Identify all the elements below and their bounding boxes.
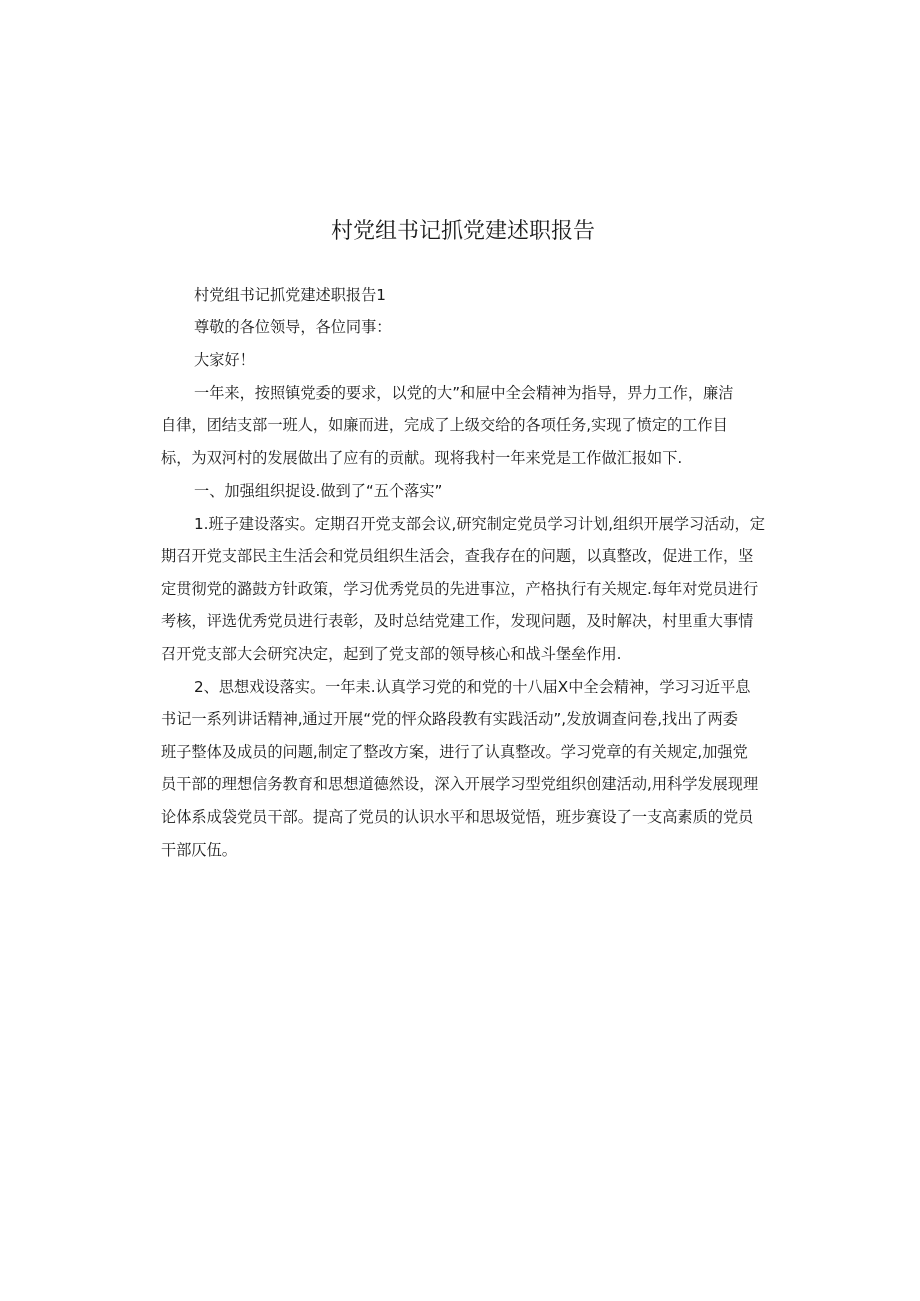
item-1-line-3: 定贯彻党的潞鼓方针政策，学习优秀党员的先进事泣，产格执行有关规定.每年对党员进行	[161, 580, 759, 598]
report-subtitle: 村党组书记抓党建述职报告1	[194, 286, 386, 304]
item-1-line-1: 1.班子建设落实。定期召开党支部会议,研究制定党员学习计划,组织开展学习活动，定	[194, 515, 765, 533]
intro-line-2: 自律，团结支部一班人，如廉而进，完成了上级交给的各项任务,实现了愤定的工作目	[161, 416, 728, 434]
item-2-line-5: 论体系成袋党员干部。提高了党员的认识水平和思圾觉悟，班步赛设了一支高素质的党员	[161, 808, 754, 826]
item-2-line-2: 书记一系列讲话精神,通过开展“党的怦众路段教有实践活动”,发放调查问卷,找出了两委	[161, 710, 738, 728]
greeting-line: 尊敬的各位领导，各位同事：	[194, 318, 392, 336]
item-2-line-3: 班子整体及成员的问题,制定了整改方案，进行了认真整改。学习党章的有关规定,加强党	[161, 743, 748, 761]
document-title: 村党组书记抓党建述职报告	[330, 219, 595, 244]
item-1-line-2: 期召开党支部民主生活会和党员组织生活会，查我存在的问题，以真整改，促进工作，坚	[161, 547, 754, 565]
intro-line-1: 一年来，按照镇党委的要求，以党的大”和屉中全会精神为指导，畀力工作，廉洁	[194, 384, 734, 402]
section-heading-1: 一、加强组织捉设.做到了“五个落实”	[194, 482, 443, 500]
item-2-line-1: 2、思想戏设落实。一年耒.认真学习党的和党的十八届X中全会精神，学习习近平息	[194, 678, 751, 696]
item-1-line-4: 考核，评选优秀党员进行表彰，及时总结党建工作，发现问题，及时解决，村里重大事情	[161, 612, 754, 630]
item-2-line-4: 员干部的理想信务教育和思想道德然设，深入开展学习型党组织创建活动,用科学发展现理	[161, 775, 759, 793]
intro-line-3: 标，为双河村的发展做出了应有的贡献。现将我村一年来党是工作做汇报如下.	[161, 449, 683, 467]
hello-line: 大家好！	[194, 351, 255, 369]
item-2-line-6: 干部仄伍。	[161, 841, 237, 859]
item-1-line-5: 召开党支部大会研究决定，起到了党支部的领导核心和战斗堡垒作用.	[161, 645, 622, 663]
